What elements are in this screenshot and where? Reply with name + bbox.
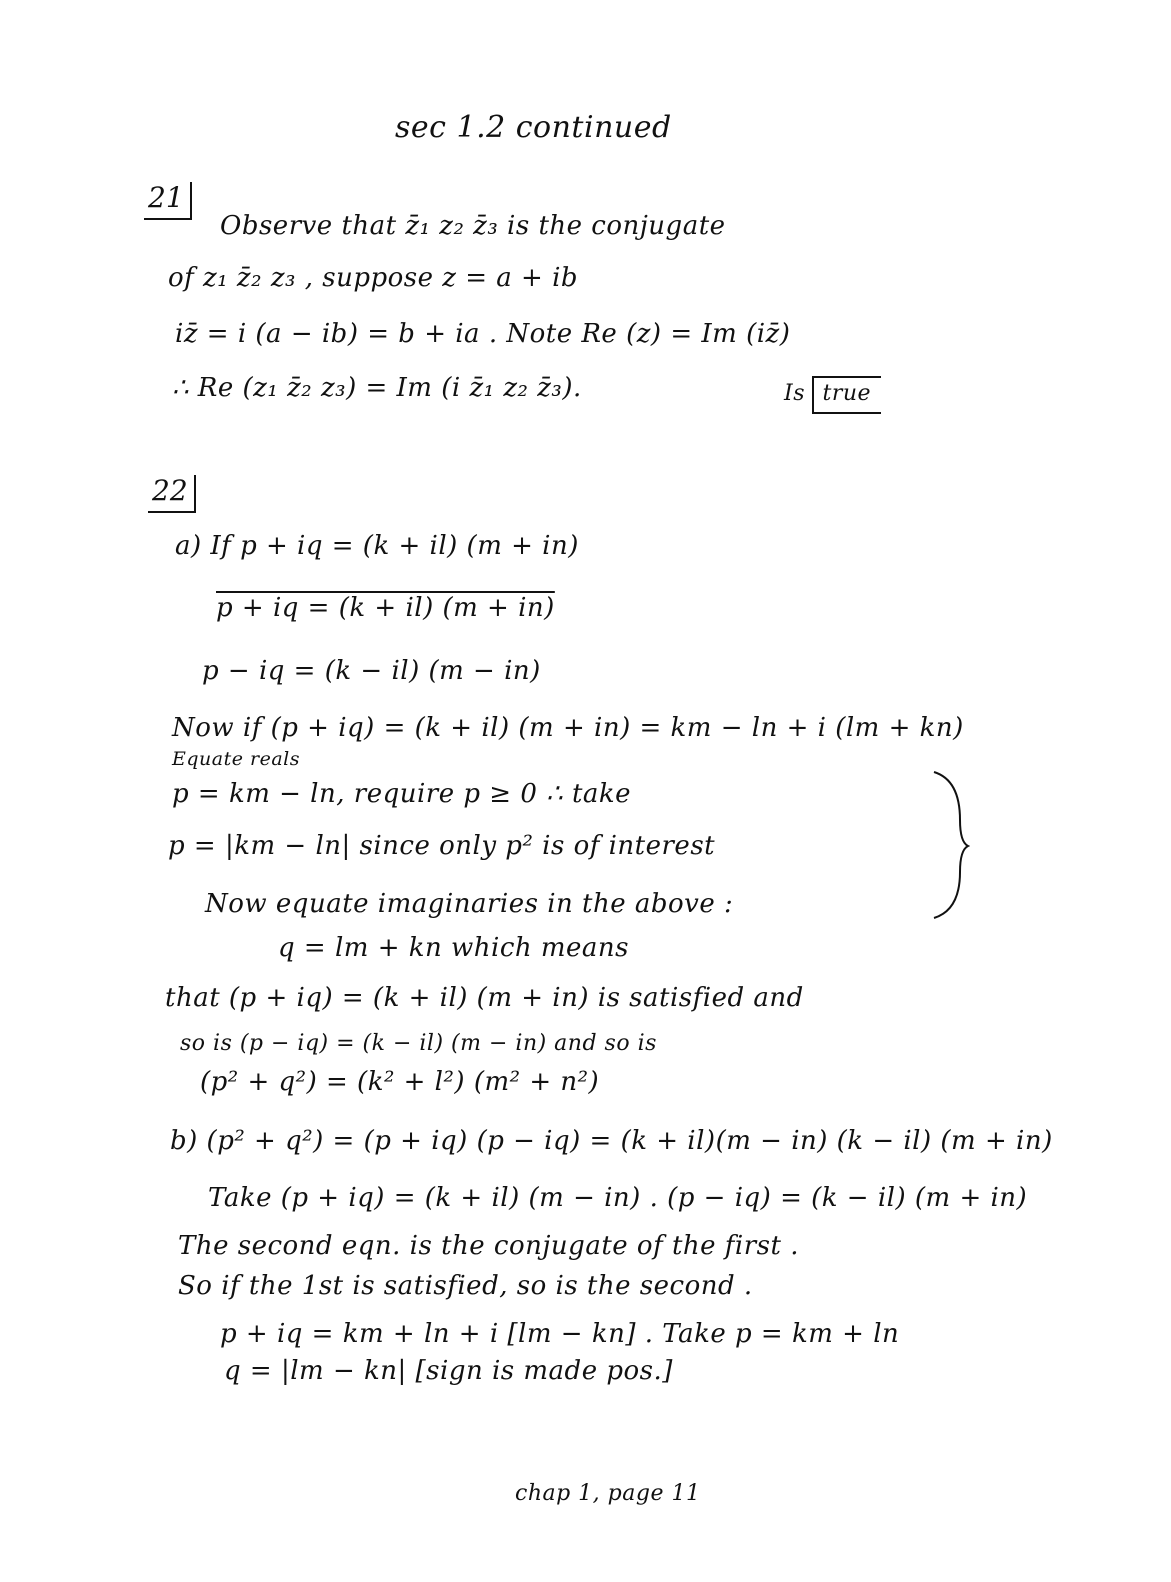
part-a-line-10: that (p + iq) = (k + il) (m + in) is satisfied and	[165, 983, 804, 1013]
part-b-line-2: Take (p + iq) = (k + il) (m − in) . (p − iq) = (k − il) (m + in)	[208, 1183, 1028, 1213]
problem21-line-2: of z₁ z̄₂ z₃ , suppose z = a + ib	[168, 263, 579, 293]
page-footer: chap 1, page 11	[515, 1481, 701, 1506]
part-a-line-1: a) If p + iq = (k + il) (m + in)	[175, 531, 579, 561]
answer-block	[784, 376, 881, 414]
problem-number-22: 22	[152, 474, 188, 507]
problem21-line-3: iz̄ = i (a − ib) = b + ia . Note Re (z) = Im (iz̄)	[175, 319, 791, 349]
part-a-line-3: p − iq = (k − il) (m − in)	[202, 656, 541, 686]
part-a-line-8: Now equate imaginaries in the above :	[205, 889, 734, 919]
page-title: sec 1.2 continued	[395, 110, 672, 145]
part-a-line-5: Equate reals	[172, 748, 300, 770]
problem21-line-4: ∴ Re (z₁ z̄₂ z₃) = Im (i z̄₁ z₂ z̄₃).	[172, 373, 582, 403]
part-a-line-9: q = lm + kn which means	[278, 933, 630, 963]
part-a-line-4: Now if (p + iq) = (k + il) (m + in) = km − ln + i (lm + kn)	[172, 713, 964, 743]
boxed-answer: true	[812, 376, 881, 414]
part-a-line-12: (p² + q²) = (k² + l²) (m² + n²)	[200, 1067, 600, 1097]
part-b-line-6: q = |lm − kn| [sign is made pos.]	[224, 1356, 673, 1386]
part-b-line-5: p + iq = km + ln + i [lm − kn] . Take p = km + ln	[220, 1319, 900, 1349]
part-a-line-7: p = |km − ln| since only p² is of interest	[168, 831, 716, 861]
part-b-line-3: The second eqn. is the conjugate of the first .	[178, 1231, 799, 1261]
part-a-line-11: so is (p − iq) = (k − il) (m − in) and so is	[180, 1031, 657, 1056]
is-label: Is	[784, 381, 805, 406]
part-b-line-1: b) (p² + q²) = (p + iq) (p − iq) = (k + il)(m − in) (k − il) (m + in)	[170, 1126, 1053, 1156]
curly-brace-icon	[930, 770, 970, 920]
part-a-line-2: p + iq = (k + il) (m + in)	[216, 593, 555, 623]
problem-number-21: 21	[148, 181, 184, 214]
part-a-line-6: p = km − ln, require p ≥ 0 ∴ take	[172, 779, 632, 809]
problem21-line-1: Observe that z̄₁ z₂ z̄₃ is the conjugate	[220, 211, 726, 241]
part-b-line-4: So if the 1st is satisfied, so is the second .	[178, 1271, 753, 1301]
